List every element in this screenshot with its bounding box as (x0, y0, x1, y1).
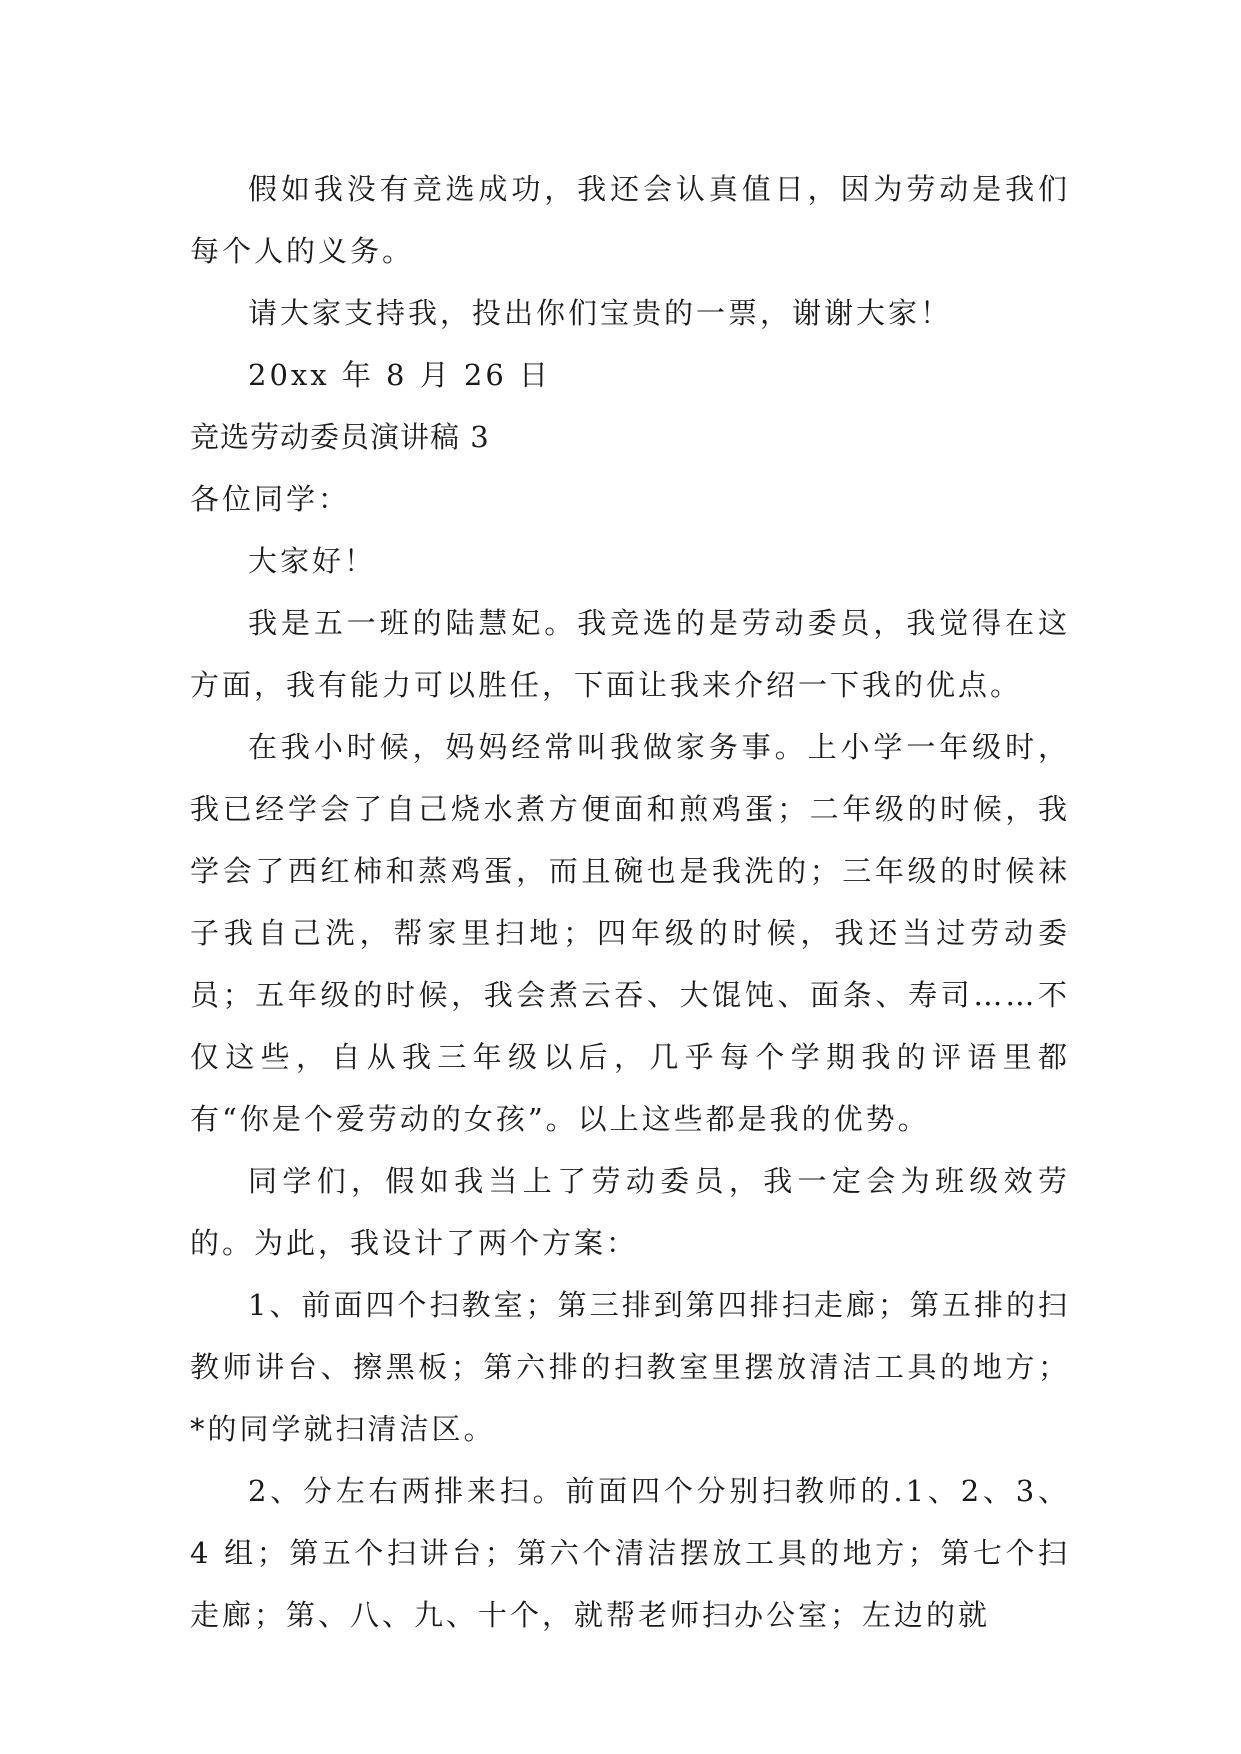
paragraph-plan-1: 1、前面四个扫教室；第三排到第四排扫走廊；第五排的扫教师讲台、擦黑板；第六排的扫教室里摆放清洁工具的地方；*的同学就扫清洁区。 (190, 1288, 1070, 1446)
section-title: 竞选劳动委员演讲稿 3 (190, 420, 490, 454)
paragraph-date: 20xx 年 8 月 26 日 (248, 358, 552, 392)
paragraph-not-elected: 假如我没有竞选成功，我还会认真值日，因为劳动是我们每个人的义务。 (190, 172, 1070, 268)
document-body (190, 158, 1070, 1646)
salutation: 各位同学： (190, 482, 351, 516)
paragraph-introduction: 我是五一班的陆慧妃。我竞选的是劳动委员，我觉得在这方面，我有能力可以胜任，下面让我来介绍一下我的优点。 (190, 606, 1070, 702)
paragraph-vote-request: 请大家支持我，投出你们宝贵的一票，谢谢大家！ (248, 296, 953, 330)
greeting: 大家好！ (248, 544, 377, 578)
paragraph-plan-2: 2、分左右两排来扫。前面四个分别扫教师的.1、2、3、4 组；第五个扫讲台；第六个清洁摆放工具的地方；第七个扫走廊；第、八、九、十个，就帮老师扫办公室；左边的就 (190, 1474, 1070, 1632)
paragraph-experience: 在我小时候，妈妈经常叫我做家务事。上小学一年级时，我已经学会了自己烧水煮方便面和煎鸡蛋；二年级的时候，我学会了西红柿和蒸鸡蛋，而且碗也是我洗的；三年级的时候袜子我自己洗，帮家里扫地；四年级的时候，我还当过劳动委员；五年级的时候，我会煮云吞、大馄饨、面条、寿司……不仅这些，自从我三年级以后，几乎每个学期我的评语里都有“你是个爱劳动的女孩”。以上这些都是我的优势。 (190, 730, 1070, 1136)
paragraph-commitment: 同学们，假如我当上了劳动委员，我一定会为班级效劳的。为此，我设计了两个方案： (190, 1164, 1070, 1260)
